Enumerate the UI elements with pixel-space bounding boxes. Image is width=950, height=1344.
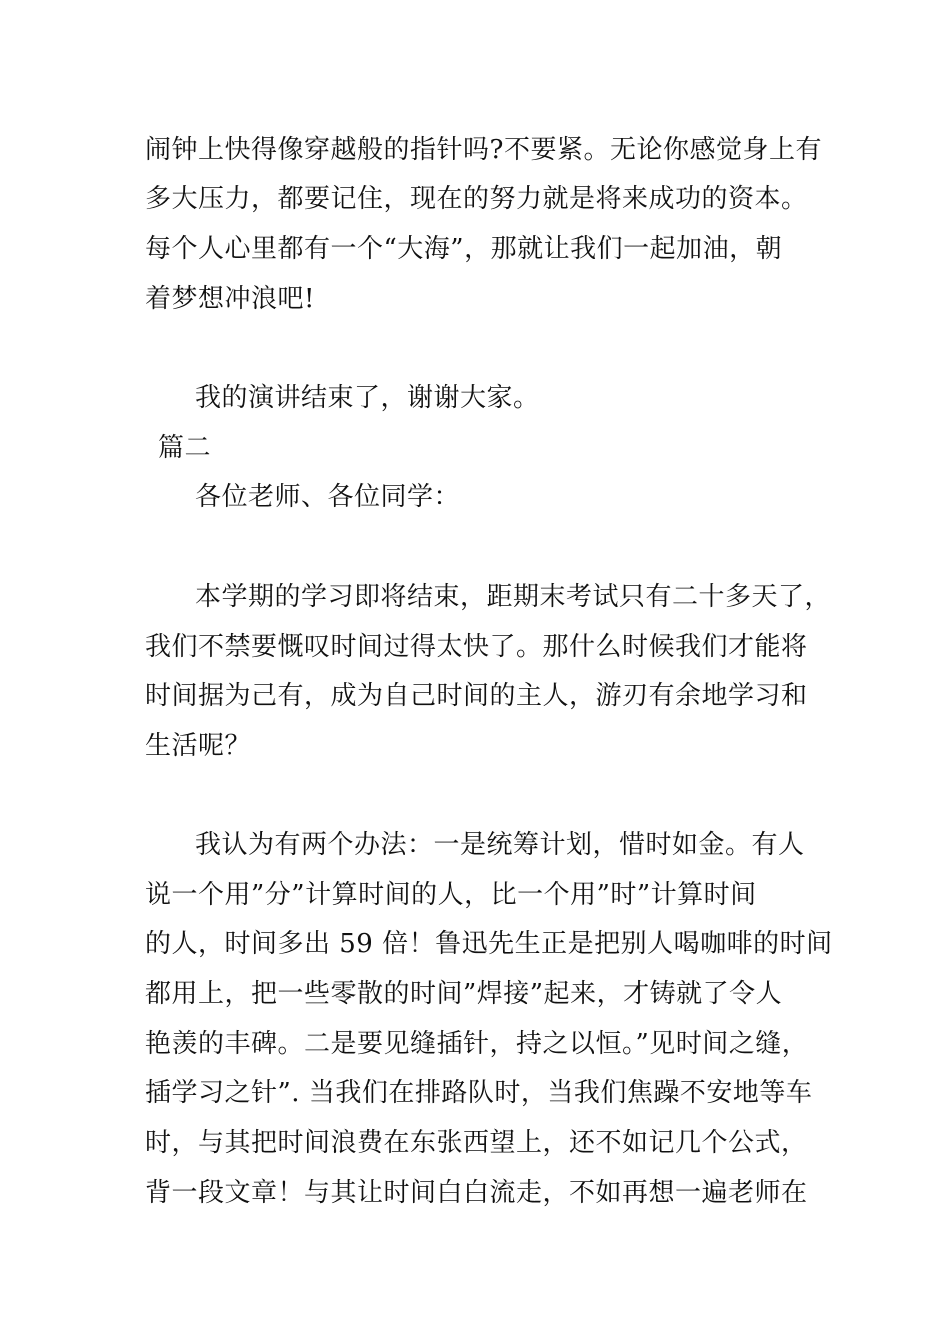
paragraph-3-line-6: 插学习之针”. 当我们在排路队时，当我们焦躁不安地等车: [145, 1078, 813, 1108]
paragraph-2-line-3: 时间据为己有，成为自己时间的主人，游刃有余地学习和: [145, 681, 808, 711]
closing-line: 我的演讲结束了，谢谢大家。: [195, 383, 540, 413]
paragraph-2-line-4: 生活呢？: [145, 731, 252, 761]
paragraph-3-line-2: 说一个用”分”计算时间的人，比一个用”时”计算时间: [145, 880, 757, 910]
paragraph-3-line-5: 艳羡的丰碑。二是要见缝插针，持之以恒。”见时间之缝，: [145, 1029, 809, 1059]
paragraph-1-line-3: 每个人心里都有一个“大海”，那就让我们一起加油，朝: [145, 234, 783, 264]
paragraph-3-line-1: 我认为有两个办法：一是统筹计划，惜时如金。有人: [195, 830, 805, 860]
paragraph-3-line-3: 的人，时间多出 59 倍！鲁迅先生正是把别人喝咖啡的时间: [145, 929, 833, 959]
greeting-line: 各位老师、各位同学：: [195, 482, 461, 512]
paragraph-3-line-8: 背一段文章！与其让时间白白流走，不如再想一遍老师在: [145, 1178, 808, 1208]
paragraph-1-line-1: 闹钟上快得像穿越般的指针吗?不要紧。无论你感觉身上有: [145, 135, 822, 165]
paragraph-1-line-4: 着梦想冲浪吧!: [145, 284, 315, 314]
paragraph-1-line-2: 多大压力，都要记住，现在的努力就是将来成功的资本。: [145, 184, 808, 214]
paragraph-3-line-7: 时，与其把时间浪费在东张西望上，还不如记几个公式，: [145, 1128, 808, 1158]
paragraph-2-line-1: 本学期的学习即将结束，距期末考试只有二十多天了，: [195, 582, 832, 612]
paragraph-3-line-4: 都用上，把一些零散的时间”焊接”起来，才铸就了令人: [145, 979, 783, 1009]
paragraph-2-line-2: 我们不禁要慨叹时间过得太快了。那什么时候我们才能将: [145, 632, 808, 662]
section-heading: 篇二: [158, 433, 212, 463]
